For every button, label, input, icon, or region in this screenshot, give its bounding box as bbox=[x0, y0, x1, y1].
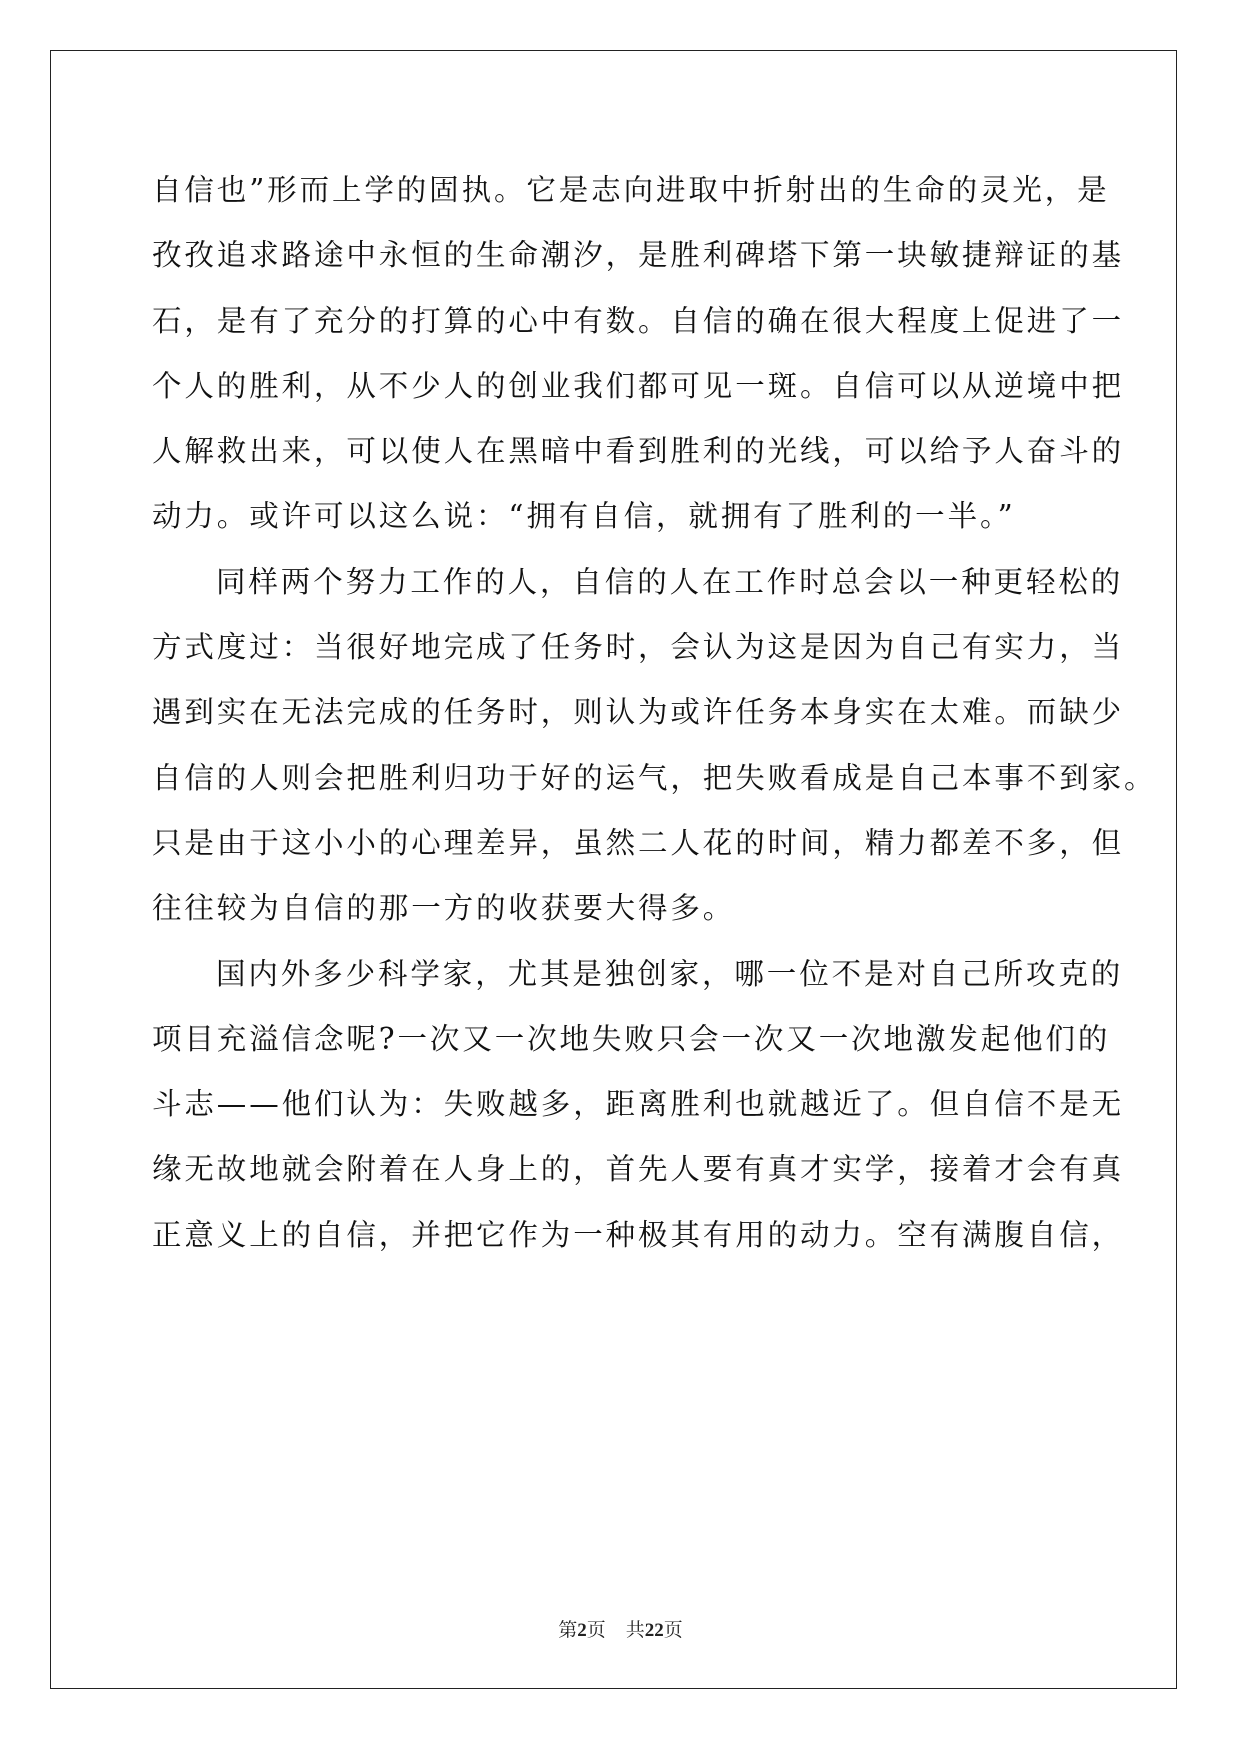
paragraph-first-line: 国内外多少科学家，尤其是独创家，哪一位不是对自己所攻克的 bbox=[216, 956, 1124, 991]
text-line: 动力。或许可以这么说：“拥有自信，就拥有了胜利的一半。” bbox=[152, 499, 1016, 534]
text-line: 自信也”形而上学的固执。它是志向进取中折射出的生命的灵光，是 bbox=[152, 173, 1110, 207]
text-line: 正意义上的自信，并把它作为一种极其有用的动力。空有满腹自信， bbox=[152, 1217, 1125, 1252]
paragraph-first-line: 同样两个努力工作的人，自信的人在工作时总会以一种更轻松的 bbox=[216, 564, 1124, 599]
document-body bbox=[152, 158, 1157, 1268]
text-line: 遇到实在无法完成的任务时，则认为或许任务本身实在太难。而缺少 bbox=[152, 695, 1125, 730]
text-line: 项目充溢信念呢?一次又一次地失败只会一次又一次地激发起他们的 bbox=[152, 1021, 1111, 1056]
text-line: 自信的人则会把胜利归功于好的运气，把失败看成是自己本事不到家。 bbox=[152, 760, 1157, 795]
total-suffix: 页 bbox=[663, 1619, 683, 1641]
text-line: 缘无故地就会附着在人身上的，首先人要有真才实学，接着才会有真 bbox=[152, 1152, 1125, 1187]
text-line: 往往较为自信的那一方的收获要大得多。 bbox=[152, 891, 736, 926]
text-line: 个人的胜利，从不少人的创业我们都可见一斑。自信可以从逆境中把 bbox=[152, 368, 1125, 403]
page-number: 2 bbox=[577, 1620, 587, 1641]
text-line: 只是由于这小小的心理差异，虽然二人花的时间，精力都差不多，但 bbox=[152, 825, 1125, 860]
page-footer bbox=[0, 1615, 1241, 1642]
text-line: 人解救出来，可以使人在黑暗中看到胜利的光线，可以给予人奋斗的 bbox=[152, 434, 1125, 469]
text-line: 方式度过：当很好地完成了任务时，会认为这是因为自己有实力，当 bbox=[152, 630, 1125, 665]
total-pages: 22 bbox=[644, 1620, 664, 1641]
text-line: 斗志——他们认为：失败越多，距离胜利也就越近了。但自信不是无 bbox=[152, 1087, 1125, 1122]
text-line: 孜孜追求路途中永恒的生命潮汐，是胜利碑塔下第一块敏捷辩证的基 bbox=[152, 238, 1125, 273]
total-prefix: 共 bbox=[625, 1619, 645, 1641]
page-prefix: 第 bbox=[558, 1619, 578, 1641]
page-suffix: 页 bbox=[586, 1619, 606, 1641]
text-line: 石，是有了充分的打算的心中有数。自信的确在很大程度上促进了一 bbox=[152, 303, 1125, 338]
